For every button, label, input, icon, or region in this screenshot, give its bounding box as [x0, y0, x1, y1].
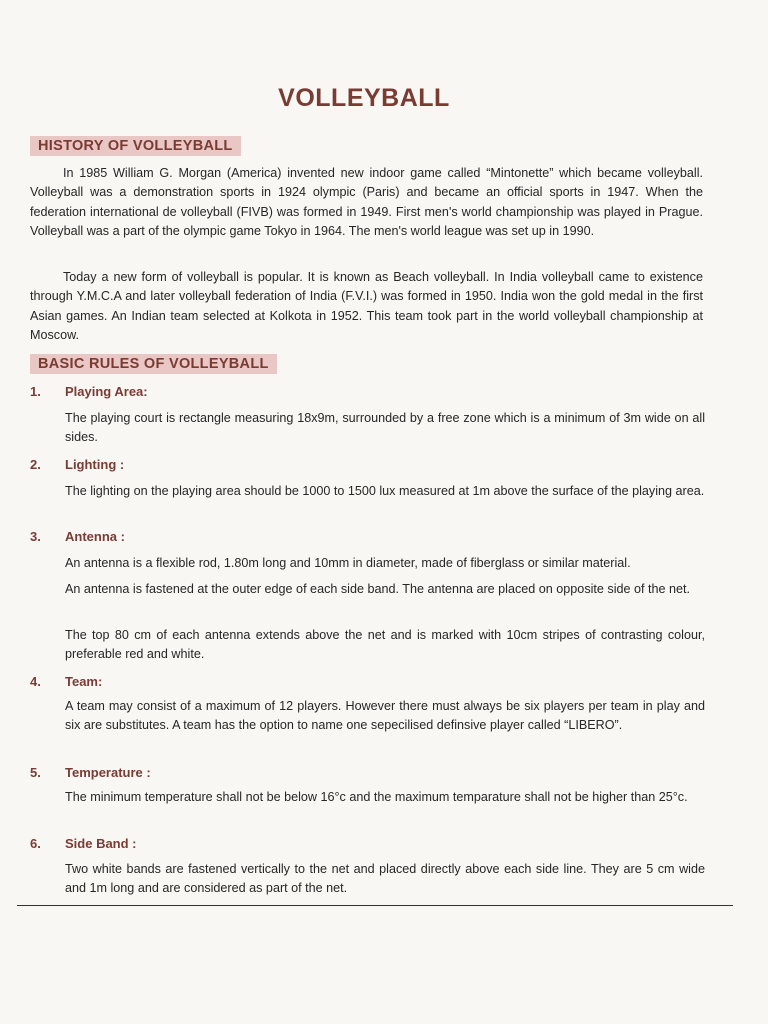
rule-text: The playing court is rectangle measuring 18x9m, surrounded by a free zone which is a minimum of 3m wide on all sides.: [65, 411, 705, 445]
rule-title-lighting: Lighting :: [65, 457, 125, 472]
history-paragraph-1: In 1985 William G. Morgan (America) invented new indoor game called “Mintonette” which became volleyball. Volleyball was a demonstration sports in 1924 olympic (Paris) and became an official sports in 1947. When the federation international de volleyball (FIVB) was formed in 1949. First men's world championship was played in Prague. Volleyball was a part of the olympic game Tokyo in 1964. The men's world league was set up in 1990.: [30, 166, 703, 239]
rule-title-team: Team:: [65, 674, 103, 689]
rule-number: 3.: [30, 529, 41, 544]
rule-text: An antenna is fastened at the outer edge of each side band. The antenna are placed on opposite side of the net.: [65, 582, 691, 596]
rule-text: The top 80 cm of each antenna extends above the net and is marked with 10cm stripes of contrasting colour, preferable red and white.: [65, 628, 705, 662]
rule-text: A team may consist of a maximum of 12 players. However there must always be six players per team in play and six are substitutes. A team has the option to name one sepecilised definsive player called “LIBERO”.: [65, 699, 705, 733]
rule-title-temperature: Temperature :: [65, 765, 151, 780]
rule-title-side-band: Side Band :: [65, 836, 137, 851]
rule-title-playing-area: Playing Area:: [65, 384, 148, 399]
history-paragraph-2: Today a new form of volleyball is popular. It is known as Beach volleyball. In India volleyball came to existence through Y.M.C.A and later volleyball federation of India (F.V.I.) was formed in 1950. India won the gold medal in the first Asian games. An Indian team selected at Kolkota in 1952. This team took part in the world volleyball championship at Moscow.: [30, 270, 703, 343]
rule-title-antenna: Antenna :: [65, 529, 125, 544]
rule-number: 2.: [30, 457, 41, 472]
page-title: VOLLEYBALL: [278, 84, 450, 112]
rule-number: 4.: [30, 674, 41, 689]
rules-heading: BASIC RULES OF VOLLEYBALL: [30, 354, 277, 374]
rule-text: Two white bands are fastened vertically to the net and placed directly above each side line. They are 5 cm wide and 1m long and are considered as part of the net.: [65, 862, 705, 896]
rule-text: The minimum temperature shall not be below 16°c and the maximum temparature shall not be higher than 25°c.: [65, 790, 688, 804]
rule-number: 6.: [30, 836, 41, 851]
history-heading: HISTORY OF VOLLEYBALL: [30, 136, 241, 156]
bottom-divider: [17, 905, 733, 906]
rule-number: 5.: [30, 765, 41, 780]
rule-text: The lighting on the playing area should be 1000 to 1500 lux measured at 1m above the surface of the playing area.: [65, 484, 705, 498]
rule-text: An antenna is a flexible rod, 1.80m long and 10mm in diameter, made of fiberglass or similar material.: [65, 556, 631, 570]
rule-number: 1.: [30, 384, 41, 399]
